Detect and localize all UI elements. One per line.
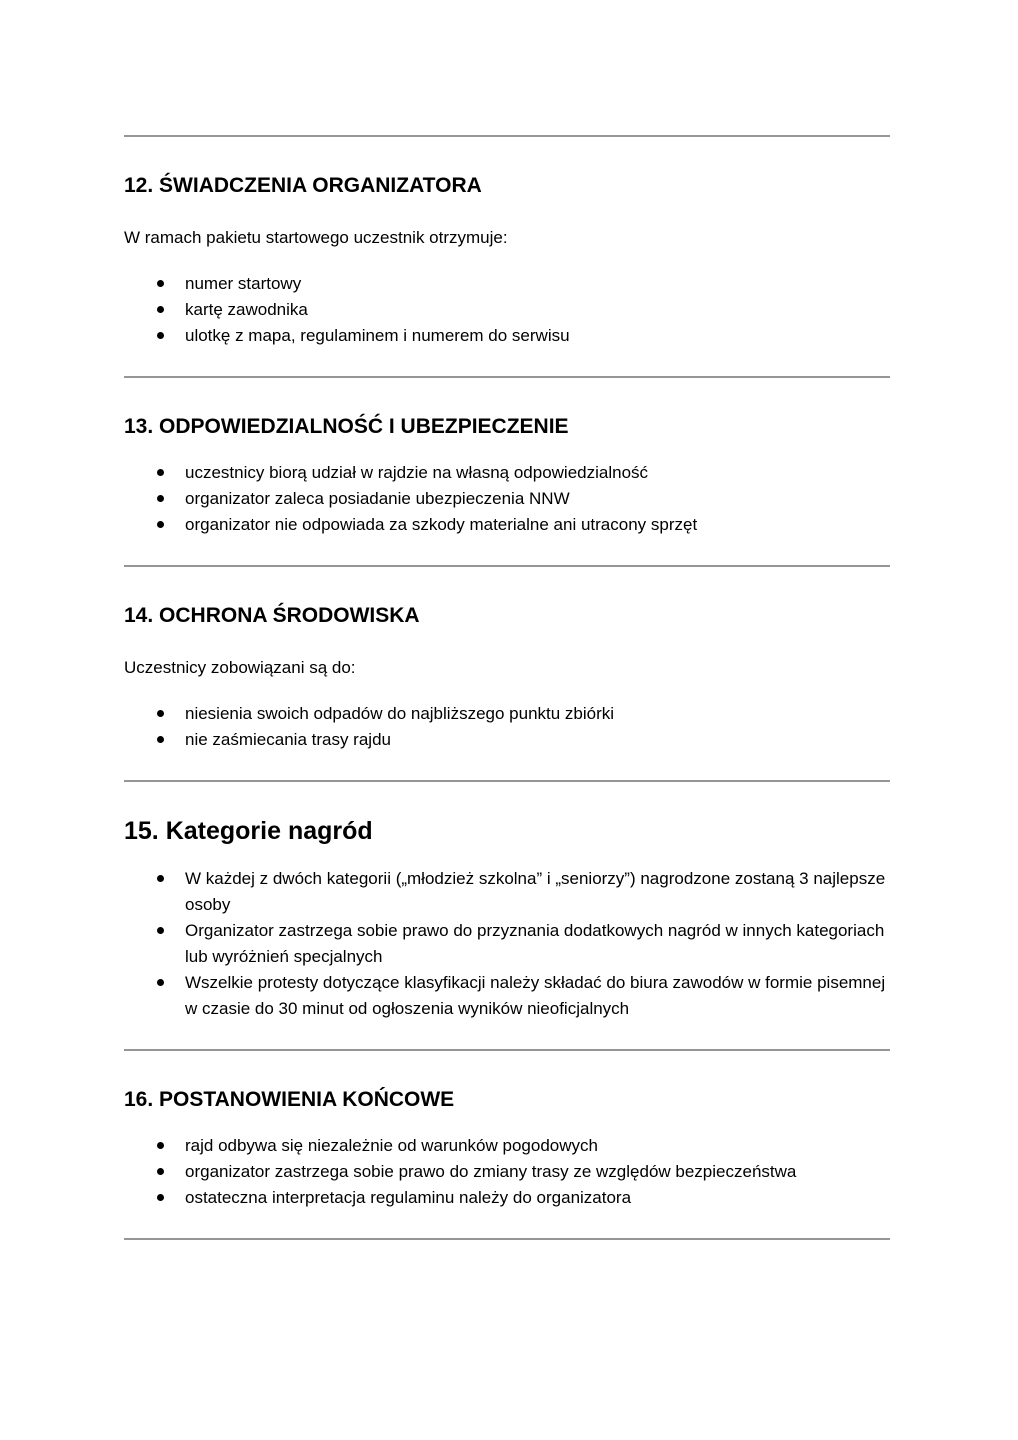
section-divider <box>124 780 890 782</box>
section-heading: 16. POSTANOWIENIA KOŃCOWE <box>124 1088 455 1111</box>
list-item: Organizator zastrzega sobie prawo do przyznania dodatkowych nagród w innych kategoriach lub wyróżnień specjalnych <box>124 918 890 970</box>
section-intro: W ramach pakietu startowego uczestnik otrzymuje: <box>124 228 508 247</box>
list-item: ostateczna interpretacja regulaminu należy do organizatora <box>124 1185 890 1211</box>
section-15-kategorie-nagrod <box>124 816 890 1051</box>
section-16-postanowienia-koncowe <box>124 1087 890 1240</box>
section-heading: 12. ŚWIADCZENIA ORGANIZATORA <box>124 174 482 197</box>
section-heading: 15. Kategorie nagród <box>124 817 373 845</box>
list-item: niesienia swoich odpadów do najbliższego punktu zbiórki <box>124 701 890 727</box>
list-item: organizator zaleca posiadanie ubezpieczenia NNW <box>124 486 890 512</box>
section-divider <box>124 1238 890 1240</box>
bullet-list <box>124 866 890 1022</box>
section-heading: 14. OCHRONA ŚRODOWISKA <box>124 604 420 627</box>
list-item: organizator zastrzega sobie prawo do zmiany trasy ze względów bezpieczeństwa <box>124 1159 890 1185</box>
section-divider <box>124 1049 890 1051</box>
list-item: nie zaśmiecania trasy rajdu <box>124 727 890 753</box>
bullet-list <box>124 271 890 349</box>
section-intro: Uczestnicy zobowiązani są do: <box>124 658 356 677</box>
section-divider <box>124 376 890 378</box>
bullet-list <box>124 701 890 753</box>
section-divider <box>124 565 890 567</box>
bullet-list <box>124 1133 890 1211</box>
list-item: uczestnicy biorą udział w rajdzie na własną odpowiedzialność <box>124 460 890 486</box>
list-item: ulotkę z mapa, regulaminem i numerem do serwisu <box>124 323 890 349</box>
bullet-list <box>124 460 890 538</box>
section-divider <box>124 135 890 137</box>
list-item: rajd odbywa się niezależnie od warunków pogodowych <box>124 1133 890 1159</box>
list-item: organizator nie odpowiada za szkody materialne ani utracony sprzęt <box>124 512 890 538</box>
list-item: kartę zawodnika <box>124 297 890 323</box>
section-13-odpowiedzialnosc-i-ubezpieczenie <box>124 414 890 567</box>
section-12-swiadczenia-organizatora <box>124 173 890 378</box>
list-item: Wszelkie protesty dotyczące klasyfikacji należy składać do biura zawodów w formie pisemnej w czasie do 30 minut od ogłoszenia wyników nieoficjalnych <box>124 970 890 1022</box>
list-item: numer startowy <box>124 271 890 297</box>
section-heading: 13. ODPOWIEDZIALNOŚĆ I UBEZPIECZENIE <box>124 415 569 438</box>
section-14-ochrona-srodowiska <box>124 603 890 782</box>
list-item: W każdej z dwóch kategorii („młodzież szkolna” i „seniorzy”) nagrodzone zostaną 3 najlepsze osoby <box>124 866 890 918</box>
